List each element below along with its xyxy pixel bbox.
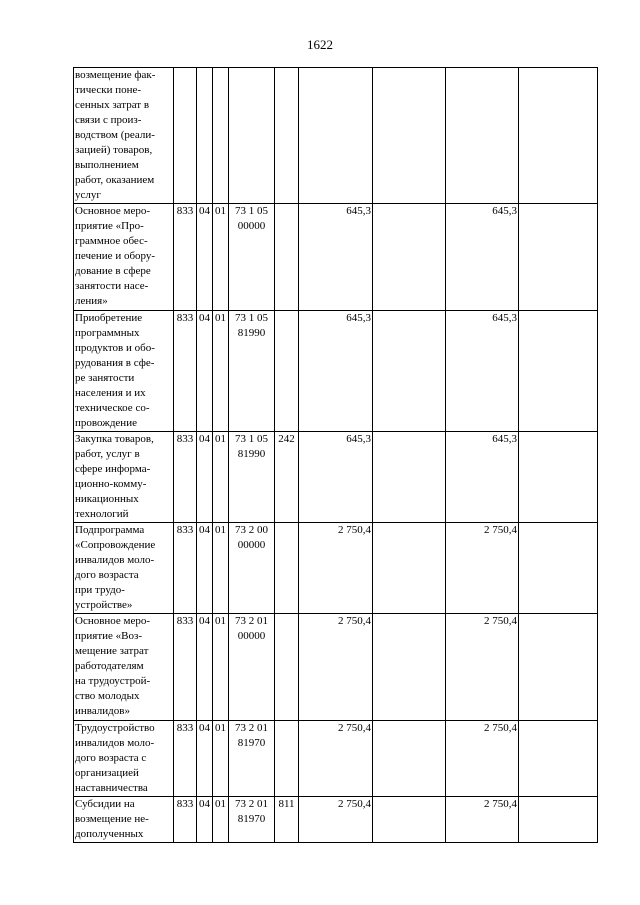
row-name-line: ство молодых bbox=[75, 690, 140, 702]
vr-cell bbox=[275, 523, 299, 614]
row-name-line: дого возраста bbox=[75, 569, 139, 581]
vr-cell: 242 bbox=[275, 432, 299, 523]
amount-1-cell: 645,3 bbox=[299, 204, 373, 311]
csr-line: 00000 bbox=[237, 630, 266, 642]
row-name-line: Приобретение bbox=[75, 312, 143, 324]
pr-cell: 01 bbox=[213, 311, 229, 432]
csr-line: 73 2 01 bbox=[235, 615, 268, 627]
empty-cell bbox=[519, 721, 598, 797]
table-row bbox=[74, 68, 598, 204]
row-name-line: «Сопровождение bbox=[75, 539, 156, 551]
row-name-line: на трудоустрой- bbox=[75, 675, 151, 687]
empty-cell bbox=[373, 721, 446, 797]
row-name-line: возмещение не- bbox=[75, 813, 149, 825]
grbs-cell: 833 bbox=[174, 614, 197, 721]
row-name-line: приятие «Про- bbox=[75, 220, 144, 232]
amount-1-cell: 645,3 bbox=[299, 311, 373, 432]
table-row bbox=[74, 311, 598, 432]
row-name-line: ционно-комму- bbox=[75, 478, 147, 490]
amount-2-cell: 645,3 bbox=[446, 204, 519, 311]
csr-line: 73 2 00 bbox=[235, 524, 268, 536]
amount-1-cell: 2 750,4 bbox=[299, 523, 373, 614]
empty-cell bbox=[519, 432, 598, 523]
pr-cell: 01 bbox=[213, 721, 229, 797]
row-name-line: связи с произ- bbox=[75, 114, 142, 126]
rz-cell: 04 bbox=[197, 721, 213, 797]
amount-2-cell: 2 750,4 bbox=[446, 614, 519, 721]
row-name-line: устройстве» bbox=[75, 599, 133, 611]
vr-cell bbox=[275, 68, 299, 204]
csr-line: 00000 bbox=[237, 220, 266, 232]
empty-cell bbox=[373, 797, 446, 843]
row-name-cell bbox=[74, 523, 174, 614]
empty-cell bbox=[519, 311, 598, 432]
row-name-line: дование в сфере bbox=[75, 265, 151, 277]
csr-line: 73 1 05 bbox=[235, 205, 268, 217]
page-number: 1622 bbox=[307, 37, 333, 52]
table-row bbox=[74, 523, 598, 614]
grbs-cell: 833 bbox=[174, 204, 197, 311]
row-name-line: ре занятости bbox=[75, 372, 135, 384]
table-row bbox=[74, 204, 598, 311]
row-name-cell bbox=[74, 614, 174, 721]
csr-cell bbox=[229, 614, 275, 721]
row-name-line: выполнением bbox=[75, 159, 139, 171]
row-name-line: Подпрограмма bbox=[75, 524, 145, 536]
row-name-line: ления» bbox=[75, 295, 108, 307]
row-name-line: Основное меро- bbox=[75, 205, 151, 217]
row-name-line: при трудо- bbox=[75, 584, 125, 596]
budget-table bbox=[73, 67, 598, 843]
row-name-line: услуг bbox=[75, 189, 101, 201]
amount-1-cell: 2 750,4 bbox=[299, 721, 373, 797]
row-name-line: организацией bbox=[75, 767, 139, 779]
grbs-cell bbox=[174, 68, 197, 204]
csr-cell bbox=[229, 311, 275, 432]
csr-line: 81970 bbox=[237, 737, 266, 749]
empty-cell bbox=[373, 432, 446, 523]
row-name-line: Закупка товаров, bbox=[75, 433, 154, 445]
table-row bbox=[74, 797, 598, 843]
row-name-line: Субсидии на bbox=[75, 798, 135, 810]
row-name-line: водством (реали- bbox=[75, 129, 155, 141]
rz-cell: 04 bbox=[197, 311, 213, 432]
empty-cell bbox=[519, 523, 598, 614]
grbs-cell: 833 bbox=[174, 797, 197, 843]
table-body bbox=[74, 68, 598, 843]
empty-cell bbox=[519, 797, 598, 843]
grbs-cell: 833 bbox=[174, 432, 197, 523]
row-name-line: населения и их bbox=[75, 387, 146, 399]
row-name-line: инвалидов моло- bbox=[75, 554, 155, 566]
csr-cell bbox=[229, 523, 275, 614]
amount-1-cell bbox=[299, 68, 373, 204]
row-name-line: граммное обес- bbox=[75, 235, 148, 247]
vr-cell: 811 bbox=[275, 797, 299, 843]
row-name-line: технологий bbox=[75, 508, 129, 520]
row-name-line: занятости насе- bbox=[75, 280, 149, 292]
amount-2-cell: 645,3 bbox=[446, 432, 519, 523]
csr-line: 73 1 05 bbox=[235, 312, 268, 324]
row-name-line: инвалидов» bbox=[75, 705, 130, 717]
row-name-cell bbox=[74, 721, 174, 797]
row-name-cell bbox=[74, 797, 174, 843]
amount-2-cell bbox=[446, 68, 519, 204]
row-name-line: мещение затрат bbox=[75, 645, 149, 657]
row-name-line: работ, услуг в bbox=[75, 448, 140, 460]
vr-cell bbox=[275, 311, 299, 432]
rz-cell: 04 bbox=[197, 523, 213, 614]
csr-line: 73 2 01 bbox=[235, 798, 268, 810]
row-name-cell bbox=[74, 68, 174, 204]
csr-line: 81970 bbox=[237, 813, 266, 825]
row-name-line: провождение bbox=[75, 417, 137, 429]
amount-1-cell: 2 750,4 bbox=[299, 797, 373, 843]
table-row bbox=[74, 721, 598, 797]
vr-cell bbox=[275, 721, 299, 797]
empty-cell bbox=[373, 311, 446, 432]
empty-cell bbox=[519, 204, 598, 311]
table-row bbox=[74, 432, 598, 523]
amount-1-cell: 645,3 bbox=[299, 432, 373, 523]
row-name-line: зацией) товаров, bbox=[75, 144, 153, 156]
csr-cell bbox=[229, 204, 275, 311]
row-name-line: приятие «Воз- bbox=[75, 630, 143, 642]
csr-line: 00000 bbox=[237, 539, 266, 551]
csr-cell bbox=[229, 432, 275, 523]
csr-cell bbox=[229, 721, 275, 797]
grbs-cell: 833 bbox=[174, 721, 197, 797]
csr-line: 73 2 01 bbox=[235, 722, 268, 734]
rz-cell: 04 bbox=[197, 204, 213, 311]
pr-cell: 01 bbox=[213, 797, 229, 843]
row-name-line: печение и обору- bbox=[75, 250, 156, 262]
empty-cell bbox=[373, 614, 446, 721]
grbs-cell: 833 bbox=[174, 311, 197, 432]
csr-line: 81990 bbox=[237, 448, 266, 460]
rz-cell: 04 bbox=[197, 614, 213, 721]
rz-cell: 04 bbox=[197, 797, 213, 843]
row-name-line: продуктов и обо- bbox=[75, 342, 155, 354]
empty-cell bbox=[373, 523, 446, 614]
row-name-line: никационных bbox=[75, 493, 139, 505]
pr-cell: 01 bbox=[213, 204, 229, 311]
amount-2-cell: 645,3 bbox=[446, 311, 519, 432]
row-name-line: наставничества bbox=[75, 782, 148, 794]
row-name-line: Основное меро- bbox=[75, 615, 151, 627]
row-name-cell bbox=[74, 204, 174, 311]
row-name-line: рудования в сфе- bbox=[75, 357, 155, 369]
amount-2-cell: 2 750,4 bbox=[446, 721, 519, 797]
empty-cell bbox=[373, 68, 446, 204]
vr-cell bbox=[275, 204, 299, 311]
row-name-cell bbox=[74, 311, 174, 432]
pr-cell bbox=[213, 68, 229, 204]
row-name-line: возмещение фак- bbox=[75, 69, 156, 81]
row-name-line: тически поне- bbox=[75, 84, 142, 96]
vr-cell bbox=[275, 614, 299, 721]
row-name-line: инвалидов моло- bbox=[75, 737, 155, 749]
amount-1-cell: 2 750,4 bbox=[299, 614, 373, 721]
pr-cell: 01 bbox=[213, 523, 229, 614]
table-row bbox=[74, 614, 598, 721]
row-name-line: сфере информа- bbox=[75, 463, 151, 475]
rz-cell: 04 bbox=[197, 432, 213, 523]
csr-cell bbox=[229, 797, 275, 843]
row-name-line: программных bbox=[75, 327, 140, 339]
pr-cell: 01 bbox=[213, 432, 229, 523]
empty-cell bbox=[519, 68, 598, 204]
csr-cell bbox=[229, 68, 275, 204]
row-name-cell bbox=[74, 432, 174, 523]
empty-cell bbox=[519, 614, 598, 721]
csr-line: 73 1 05 bbox=[235, 433, 268, 445]
row-name-line: сенных затрат в bbox=[75, 99, 150, 111]
row-name-line: техническое со- bbox=[75, 402, 150, 414]
amount-2-cell: 2 750,4 bbox=[446, 523, 519, 614]
grbs-cell: 833 bbox=[174, 523, 197, 614]
row-name-line: Трудоустройство bbox=[75, 722, 155, 734]
amount-2-cell: 2 750,4 bbox=[446, 797, 519, 843]
pr-cell: 01 bbox=[213, 614, 229, 721]
row-name-line: работодателям bbox=[75, 660, 144, 672]
row-name-line: дого возраста с bbox=[75, 752, 147, 764]
csr-line: 81990 bbox=[237, 327, 266, 339]
rz-cell bbox=[197, 68, 213, 204]
row-name-line: дополученных bbox=[75, 828, 144, 840]
row-name-line: работ, оказанием bbox=[75, 174, 155, 186]
empty-cell bbox=[373, 204, 446, 311]
